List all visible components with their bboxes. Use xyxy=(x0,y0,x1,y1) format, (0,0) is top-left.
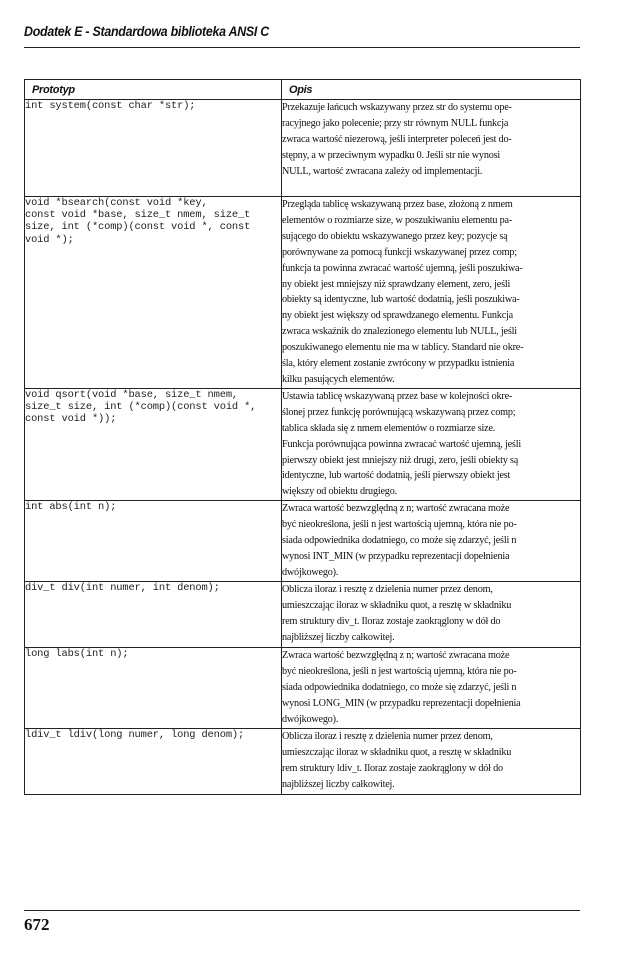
table-row xyxy=(25,648,581,729)
header-rule xyxy=(24,47,580,48)
table-row xyxy=(25,100,581,197)
table-header-row xyxy=(25,80,581,100)
table-row xyxy=(25,501,581,582)
page-number: 672 xyxy=(24,915,50,934)
column-header-prototype: Prototyp xyxy=(25,80,282,100)
description-cell: Oblicza iloraz i resztę z dzielenia numer przez denom, umieszczając iloraz w składniku quot, a resztę w składniku rem struktury ldiv_t. Iloraz zostaje zaokrąglony w dół do najbliższej liczby całkowitej. xyxy=(282,729,581,795)
prototype-cell: void *bsearch(const void *key, const void *base, size_t nmem, size_t size, int (*comp)(const void *, const void *); xyxy=(25,197,282,389)
description-cell: Ustawia tablicę wskazywaną przez base w kolejności okre- ślonej przez funkcję porównującą wskazywaną przez comp; tablica składa się z nmem elementów o rozmiarze size. Funkcja porównująca powinna zwracać wartość ujemną, jeśli pierwszy obiekt jest mniejszy niż drugi, zero, jeśli obiekty są identyczne, lub wartość dodatnią, jeśli pierwszy obiekt jest większy od obiektu drugiego. xyxy=(282,388,581,500)
prototype-cell: ldiv_t ldiv(long numer, long denom); xyxy=(25,729,282,795)
description-cell: Przegląda tablicę wskazywaną przez base, złożoną z nmem elementów o rozmiarze size, w poszukiwaniu elementu pa- sującego do obiektu wskazywanego przez key; pozycje są porównywane za pomocą funkcji wskazywanej przez comp; funkcja ta powinna zwracać wartość ujemną, jeśli poszukiwa- ny obiekt jest mniejszy niż sprawdzany element, zero, jeśli obiekty są identyczne, lub wartość dodatnią, jeśli poszukiwa- ny obiekt jest większy od sprawdzanego elementu. Funkcja zwraca wskaźnik do znalezionego elementu lub NULL, jeśli poszukiwanego elementu nie ma w tablicy. Standard nie okre- śla, który element zostanie zwrócony w przypadku istnienia kilku pasujących elementów. xyxy=(282,197,581,389)
description-cell: Zwraca wartość bezwzględną z n; wartość zwracana może być nieokreślona, jeśli n jest wartością ujemną, która nie po- siada odpowiednika dodatniego, co może się zdarzyć, jeśli n wynosi INT_MIN (w przypadku reprezentacji dopełnienia dwójkowego). xyxy=(282,501,581,582)
footer-rule xyxy=(24,910,580,911)
description-cell: Zwraca wartość bezwzględną z n; wartość zwracana może być nieokreślona, jeśli n jest wartością ujemną, która nie po- siada odpowiednika dodatniego, co może się zdarzyć, jeśli n wynosi LONG_MIN (w przypadku reprezentacji dopełnienia dwójkowego). xyxy=(282,648,581,729)
functions-table xyxy=(24,79,581,795)
prototype-cell: int system(const char *str); xyxy=(25,100,282,197)
running-header: Dodatek E - Standardowa biblioteka ANSI C xyxy=(24,24,269,39)
prototype-cell: void qsort(void *base, size_t nmem, size_t size, int (*comp)(const void *, const void *)); xyxy=(25,388,282,500)
prototype-cell: div_t div(int numer, int denom); xyxy=(25,582,282,648)
prototype-cell: int abs(int n); xyxy=(25,501,282,582)
table-row xyxy=(25,729,581,795)
description-cell: Przekazuje łańcuch wskazywany przez str do systemu ope- racyjnego jako polecenie; przy str równym NULL funkcja zwraca wartość niezerową, jeśli interpreter poleceń jest do- stępny, a w przeciwnym wypadku 0. Jeśli str nie wynosi NULL, wartość zwracana zależy od implementacji. xyxy=(282,100,581,197)
table-row xyxy=(25,388,581,500)
table-row xyxy=(25,582,581,648)
prototype-cell: long labs(int n); xyxy=(25,648,282,729)
table-row xyxy=(25,197,581,389)
description-cell: Oblicza iloraz i resztę z dzielenia numer przez denom, umieszczając iloraz w składniku quot, a resztę w składniku rem struktury div_t. Iloraz zostaje zaokrąglony w dół do najbliższej liczby całkowitej. xyxy=(282,582,581,648)
column-header-description: Opis xyxy=(282,80,581,100)
